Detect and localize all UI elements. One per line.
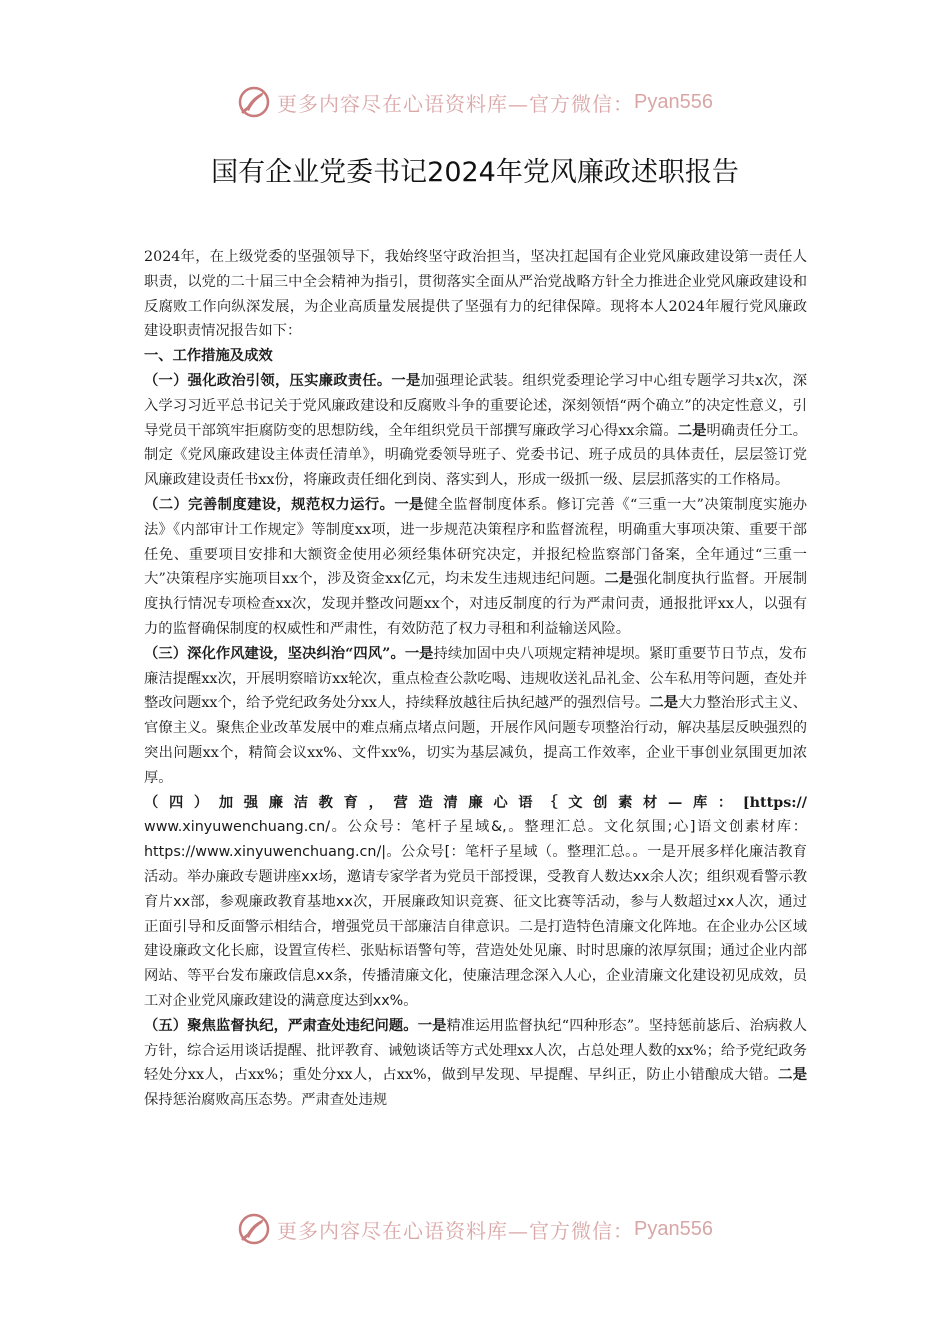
watermark-top	[0, 82, 950, 122]
p5-text-1: 精准运用监督执纪“四种形态”。坚持惩前毖后、治病救人方针，综合运用谈话提醒、批评教育、诫勉谈话等方式处理xx人次，占总处理人数的xx%；给予党纪政务轻处分xx人，占xx%；重处分xx人，占xx%，做到早发现、早提醒、早纠正，防止小错酿成大错。	[144, 1017, 807, 1084]
p4-text: www.xinyuwenchuang.cn/。公众号：笔杆子星域&,。整理汇总。文化氛围;心]语文创素材库：https://www.xinyuwenchuang.cn/|。公众号[：笔杆子星域（。整理汇总。。一是开展多样化廉洁教育活动。举办廉政专题讲座xx场，邀请专家学者为党员干部授课，受教育人数达xx余人次；组织观看警示教育片xx部，参观廉政教育基地xx次，开展廉政知识竞赛、征文比赛等活动，参与人数超过xx人次，通过正面引导和反面警示相结合，增强党员干部廉洁自律意识。二是打造特色清廉文化阵地。在企业办公区域建设廉政文化长廊，设置宣传栏、张贴标语警句等，营造处处见廉、时时思廉的浓厚氛围；通过企业内部网站、等平台发布廉政信息xx条，传播清廉文化，使廉洁理念深入人心，企业清廉文化建设初见成效，员工对企业党风廉政建设的满意度达到xx%。	[144, 819, 807, 1009]
p1-heading: （一）强化政治引领，压实廉政责任。	[144, 372, 392, 389]
paragraph-5	[144, 1014, 807, 1113]
paragraph-4	[144, 815, 807, 1013]
p4-heading: （四）加强廉洁教育，营造清廉心语｛文创素材—库：[https://	[144, 794, 807, 811]
intro-text: 2024年，在上级党委的坚强领导下，我始终坚守政治担当，坚决扛起国有企业党风廉政建设第一责任人职责，以党的二十届三中全会精神为指引，贯彻落实全面从严治党战略方针全力推进企业党风廉政建设和反腐败工作向纵深发展，为企业高质量发展提供了坚强有力的纪律保障。现将本人2024年履行党风廉政建设职责情况报告如下：	[144, 249, 807, 340]
p5-keyword-1: 一是	[417, 1017, 447, 1034]
watermark-bottom	[0, 1209, 950, 1249]
p2-keyword-2: 二是	[604, 571, 634, 588]
intro-paragraph	[144, 245, 807, 344]
p2-heading: （二）完善制度建设，规范权力运行。	[144, 496, 395, 513]
brush-logo-icon	[237, 1212, 271, 1246]
paragraph-3	[144, 642, 807, 791]
paragraph-1	[144, 369, 807, 493]
paragraph-2	[144, 493, 807, 642]
p3-keyword-1: 一是	[404, 645, 434, 662]
document-title: 国有企业党委书记2024年党风廉政述职报告	[211, 157, 739, 188]
watermark-handle: Pyan556	[634, 1217, 713, 1240]
p3-keyword-2: 二是	[649, 695, 679, 712]
p1-text-2: 明确责任分工。制定《党风廉政建设主体责任清单》，明确党委领导班子、党委书记、班子成员的具体责任，层层签订党风廉政建设责任书xx份，将廉政责任细化到岗、落实到人，形成一级抓一级、层层抓落实的工作格局。	[144, 422, 807, 489]
p5-heading: （五）聚焦监督执纪，严肃查处违纪问题。	[144, 1017, 418, 1034]
watermark-handle: Pyan556	[634, 90, 713, 113]
p1-keyword-2: 二是	[677, 422, 707, 439]
p2-keyword-1: 一是	[394, 496, 424, 513]
p3-text-1: 持续加固中央八项规定精神堤坝。紧盯重要节日节点，发布廉洁提醒xx次，开展明察暗访xx轮次，重点检查公款吃喝、违规收送礼品礼金、公车私用等问题，查处并整改问题xx个，给予党纪政务处分xx人，持续释放越往后执纪越严的强烈信号。	[144, 645, 807, 712]
p1-keyword-1: 一是	[391, 372, 421, 389]
p2-text-2: 强化制度执行监督。开展制度执行情况专项检查xx次，发现并整改问题xx个，对违反制度的行为严肃问责，通报批评xx人，以强有力的监督确保制度的权威性和严肃性，有效防范了权力寻租和利益输送风险。	[144, 571, 808, 637]
document-body	[144, 245, 807, 1113]
p1-text-1: 加强理论武装。组织党委理论学习中心组专题学习共x次，深入学习习近平总书记关于党风廉政建设和反腐败斗争的重要论述，深刻领悟“两个确立”的决定性意义，引导党员干部筑牢拒腐防变的思想防线，全年组织党员干部撰写廉政学习心得xx余篇。	[144, 372, 807, 439]
p5-text-2: 保持惩治腐败高压态势。严肃查处违规	[144, 1092, 388, 1109]
watermark-text: 更多内容尽在心语资料库—官方微信：	[277, 1218, 635, 1243]
p3-heading: （三）深化作风建设，坚决纠治“四风”。	[144, 645, 405, 662]
brush-logo-icon	[237, 85, 271, 119]
p5-keyword-2: 二是	[778, 1067, 808, 1084]
paragraph-4-line1	[144, 791, 807, 816]
p3-text-2: 大力整治形式主义、官僚主义。聚焦企业改革发展中的难点痛点堵点问题，开展作风问题专项整治行动，解决基层反映强烈的突出问题xx个，精简会议xx%、文件xx%，切实为基层减负，提高工作效率，企业干事创业氛围更加浓厚。	[144, 695, 808, 786]
p2-text-1: 健全监督制度体系。修订完善《“三重一大”决策制度实施办法》《内部审计工作规定》等制度xx项，进一步规范决策程序和监督流程，明确重大事项决策、重要干部任免、重要项目安排和大额资金使用必须经集体研究决定，并报纪检监察部门备案，全年通过“三重一大”决策程序实施项目xx个，涉及资金xx亿元，均未发生违规违纪问题。	[144, 496, 807, 588]
watermark-text: 更多内容尽在心语资料库—官方微信：	[277, 91, 635, 116]
section1-heading: 一、工作措施及成效	[144, 348, 273, 365]
section-heading	[144, 344, 807, 369]
